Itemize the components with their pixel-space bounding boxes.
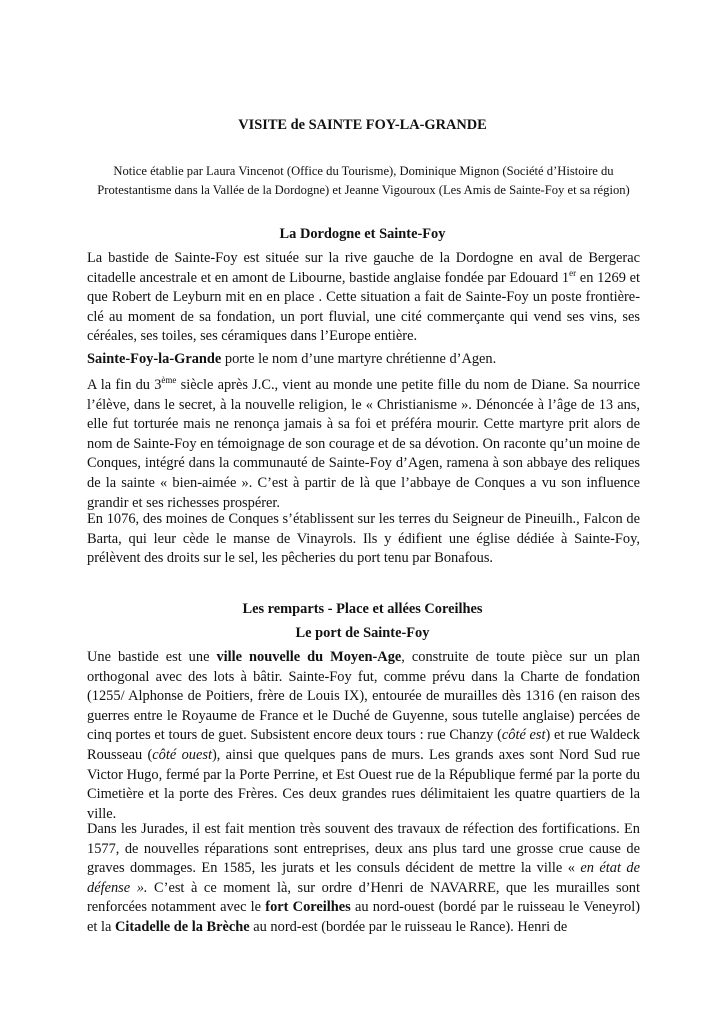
italic-term: côté ouest xyxy=(152,746,212,763)
paragraph-text: au nord-ouest (bordé par le ruisseau le Veneyrol) et la xyxy=(87,899,641,935)
paragraph-text: ), ainsi que quelques pans de murs. Les grands axes sont Nord Sud rue Victor Hugo, fermé par la Porte Perrine, et Est Ouest rue de la République fermé par la porte du Cimetière et la porte des Frères. Ces deux grandes rues délimitaient les quatre quartiers de la ville. xyxy=(87,746,640,822)
paragraph-jurades xyxy=(87,820,640,938)
italic-term: en état de défense ». xyxy=(87,860,640,896)
paragraph-text: siècle après J.C., vient au monde une petite fille du nom de Diane. Sa nourrice l’élève, dans le secret, à la nouvelle religion, le « Christianisme ». Dénoncée à l’âge de 13 ans, elle fut torturée mais ne renonça jamais à sa foi et préféra mourir. Cette martyre prit alors de nom de Sainte-Foy en témoignage de son courage et de sa dévotion. On raconte qu’un moine de Conques, intégré dans la communauté de Sainte-Foy d’Agen, ramena à son abbaye des reliques de la sainte « bien-aimée ». C’est à partir de là que l’abbaye de Conques a vu son influence grandir et ses richesses prospérer. xyxy=(87,377,640,511)
paragraph-martyr xyxy=(87,376,640,513)
paragraph-text: Dans les Jurades, il est fait mention très souvent des travaux de réfection des fortifications. En 1577, de nouvelles réparations sont entreprises, deux ans plus tard une grosse crue cause de graves dommages. En 1585, les jurats et les consuls décident de mettre la ville « xyxy=(87,821,640,877)
paragraph-text: au nord-est (bordée par le ruisseau le Rance). Henri de xyxy=(249,918,568,935)
paragraph-bastide-definition xyxy=(87,648,640,824)
bold-term: Citadelle de la Brèche xyxy=(114,918,250,935)
paragraph-text: C’est à ce moment là, sur ordre d’Henri de NAVARRE, que les murailles sont renforcées notamment avec le xyxy=(87,879,640,916)
paragraph-text: ) et rue Waldeck Rousseau ( xyxy=(87,727,640,763)
notice-credits: Notice établie par Laura Vincenot (Office du Tourisme), Dominique Mignon (Société d’Histoire du Protestantisme dans la Vallée de la Dordogne) et Jeanne Vigouroux (Les Amis de Sainte-Foy et sa région) xyxy=(97,164,630,197)
bold-term: ville nouvelle du Moyen-Age xyxy=(216,649,402,665)
paragraph-text: Une bastide est une xyxy=(87,649,217,665)
paragraph-bastide xyxy=(87,249,640,347)
section-heading-port: Le port de Sainte-Foy xyxy=(295,625,430,641)
section-heading-dordogne: La Dordogne et Sainte-Foy xyxy=(279,226,446,242)
bold-term: fort Coreilhes xyxy=(265,899,351,916)
paragraph-monks: En 1076, des moines de Conques s’établissent sur les terres du Seigneur de Pineuilh., Falcon de Barta, qui leur cède le manse de Vinayrols. Ils y édifient une église dédiée à Sainte-Foy, prélèvent des droits sur le sel, les pêcheries du port tenu par Bonafous. xyxy=(87,511,640,567)
paragraph-text: La bastide de Sainte-Foy est située sur la rive gauche de la Dordogne en aval de Bergerac citadelle ancestrale et en amont de Libourne, bastide anglaise fondée par Edouard 1 xyxy=(87,250,640,286)
paragraph-text: porte le nom d’une martyre chrétienne d’Agen. xyxy=(221,351,497,367)
section-heading-remparts: Les remparts - Place et allées Coreilhes xyxy=(242,601,483,617)
superscript: er xyxy=(569,267,577,278)
italic-term: côté est xyxy=(501,727,546,744)
superscript: ème xyxy=(161,375,177,386)
document-title: VISITE de SAINTE FOY-LA-GRANDE xyxy=(238,117,487,133)
paragraph-text: , construite de toute pièce sur un plan orthogonal avec des lots à bâtir. Sainte-Foy fut, comme prévu dans la Charte de fondation (1255/ Alphonse de Poitiers, frère de Louis IX), entourée de murailles dès 1316 (en raison des guerres entre le Royaume de France et le Duché de Guyenne, sous tutelle anglaise) percées de cinq portes et tours de guet. Subsistent encore deux tours : rue Chanzy ( xyxy=(87,649,640,744)
paragraph-text: A la fin du 3 xyxy=(87,377,162,393)
bold-term: Sainte-Foy-la-Grande xyxy=(87,351,222,367)
paragraph-text: en 1269 et que Robert de Leyburn mit en en place . Cette situation a fait de Sainte-Foy un poste frontière-clé au moment de sa fondation, un port fluvial, une cité commerçante qui vend ses vins, ses céréales, ses toiles, ses céramiques dans l’Europe entière. xyxy=(87,269,640,345)
paragraph-name-origin xyxy=(87,350,640,370)
